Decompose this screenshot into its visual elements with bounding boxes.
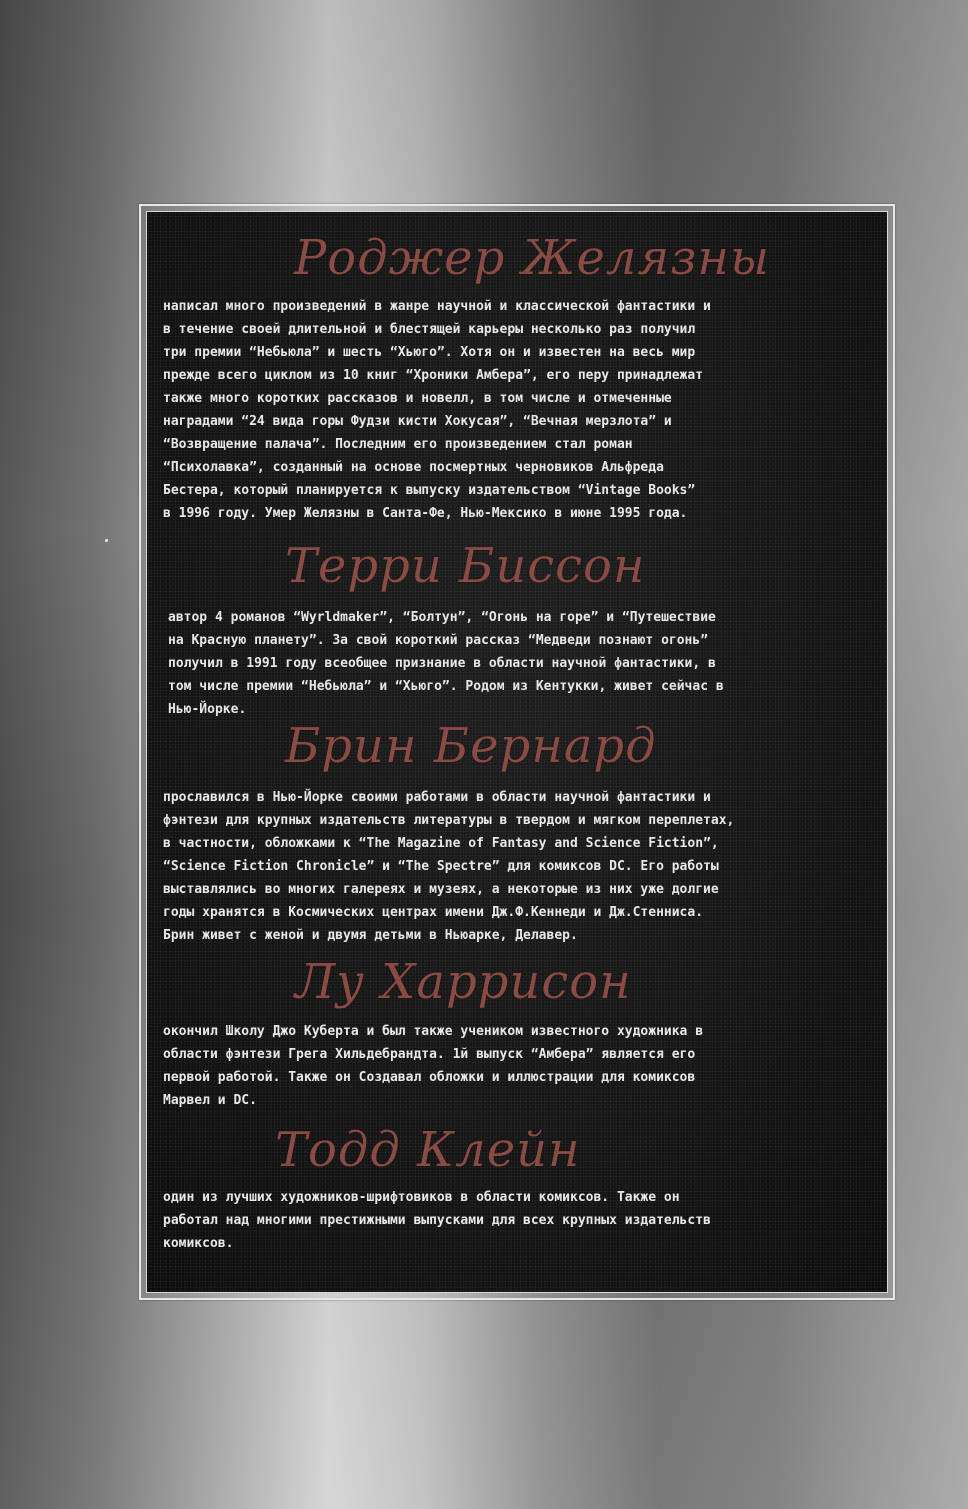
text-line: окончил Школу Джо Куберта и был также учеником известного художника в: [163, 1024, 704, 1039]
text-line: в 1996 году. Умер Желязны в Санта-Фе, Нью-Мексико в июне 1995 года.: [163, 506, 688, 521]
text-line: прославился в Нью-Йорке своими работами в области научной фантастики и: [163, 790, 711, 805]
section-text-zelazny: [163, 295, 711, 525]
section-text-klein: [163, 1186, 711, 1255]
text-line: в частности, обложками к “The Magazine of Fantasy and Science Fiction”,: [163, 836, 719, 851]
text-line: на Красную планету”. За свой короткий рассказ “Медведи познают огонь”: [168, 633, 709, 648]
text-line: в течение своей длительной и блестящей карьеры несколько раз получил: [163, 322, 696, 337]
text-line: Брин живет с женой и двумя детьми в Ньюарке, Делавер.: [163, 928, 578, 943]
text-line: “Возвращение палача”. Последним его произведением стал роман: [163, 437, 633, 452]
panel-frame: [139, 204, 895, 1300]
text-line: области фэнтези Грега Хильдебрандта. 1й выпуск “Амбера” является его: [163, 1047, 696, 1062]
text-line: Бестера, который планируется к выпуску издательством “Vintage Books”: [163, 483, 696, 498]
section-text-harrison: [163, 1020, 703, 1112]
text-panel: [146, 211, 888, 1293]
text-line: автор 4 романов “Wyrldmaker”, “Болтун”, “Огонь на горе” и “Путешествие: [168, 610, 716, 625]
section-title-bisson: Терри Биссон: [285, 538, 646, 594]
text-line: выставлялись во многих галереях и музеях, а некоторые из них уже долгие: [163, 882, 719, 897]
section-title-zelazny: Роджер Желязны: [294, 230, 771, 286]
text-line: прежде всего циклом из 10 книг “Хроники Амбера”, его перу принадлежат: [163, 368, 704, 383]
section-title-klein: Тодд Клейн: [275, 1122, 581, 1178]
text-line: “Психолавка”, созданный на основе посмертных черновиков Альфреда: [163, 460, 664, 475]
text-line: также много коротких рассказов и новелл, в том числе и отмеченные: [163, 391, 672, 406]
text-line: Нью-Йорке.: [168, 702, 247, 717]
section-text-bernard: [163, 786, 734, 947]
text-line: получил в 1991 году всеобщее признание в области научной фантастики, в: [168, 656, 716, 671]
text-line: первой работой. Также он Создавал обложки и иллюстрации для комиксов: [163, 1070, 696, 1085]
text-line: годы хранятся в Космических центрах имени Дж.Ф.Кеннеди и Дж.Стенниса.: [163, 905, 704, 920]
section-text-bisson: [168, 606, 724, 721]
text-line: работал над многими престижными выпусками для всех крупных издательств: [163, 1213, 711, 1228]
section-title-bernard: Брин Бернард: [285, 718, 657, 774]
dust-speck: [105, 539, 108, 542]
text-line: написал много произведений в жанре научной и классической фантастики и: [163, 299, 711, 314]
text-line: три премии “Небьюла” и шесть “Хьюго”. Хотя он и известен на весь мир: [163, 345, 696, 360]
section-title-harrison: Лу Харрисон: [295, 954, 632, 1010]
text-line: фэнтези для крупных издательств литературы в твердом и мягком переплетах,: [163, 813, 735, 828]
text-line: Марвел и DC.: [163, 1093, 257, 1108]
text-line: “Science Fiction Chronicle” и “The Spectre” для комиксов DC. Его работы: [163, 859, 719, 874]
text-line: наградами “24 вида горы Фудзи кисти Хокусая”, “Вечная мерзлота” и: [163, 414, 672, 429]
text-line: том числе премии “Небьюла” и “Хьюго”. Родом из Кентукки, живет сейчас в: [168, 679, 724, 694]
text-line: один из лучших художников-шрифтовиков в области комиксов. Также он: [163, 1190, 680, 1205]
text-line: комиксов.: [163, 1236, 234, 1251]
